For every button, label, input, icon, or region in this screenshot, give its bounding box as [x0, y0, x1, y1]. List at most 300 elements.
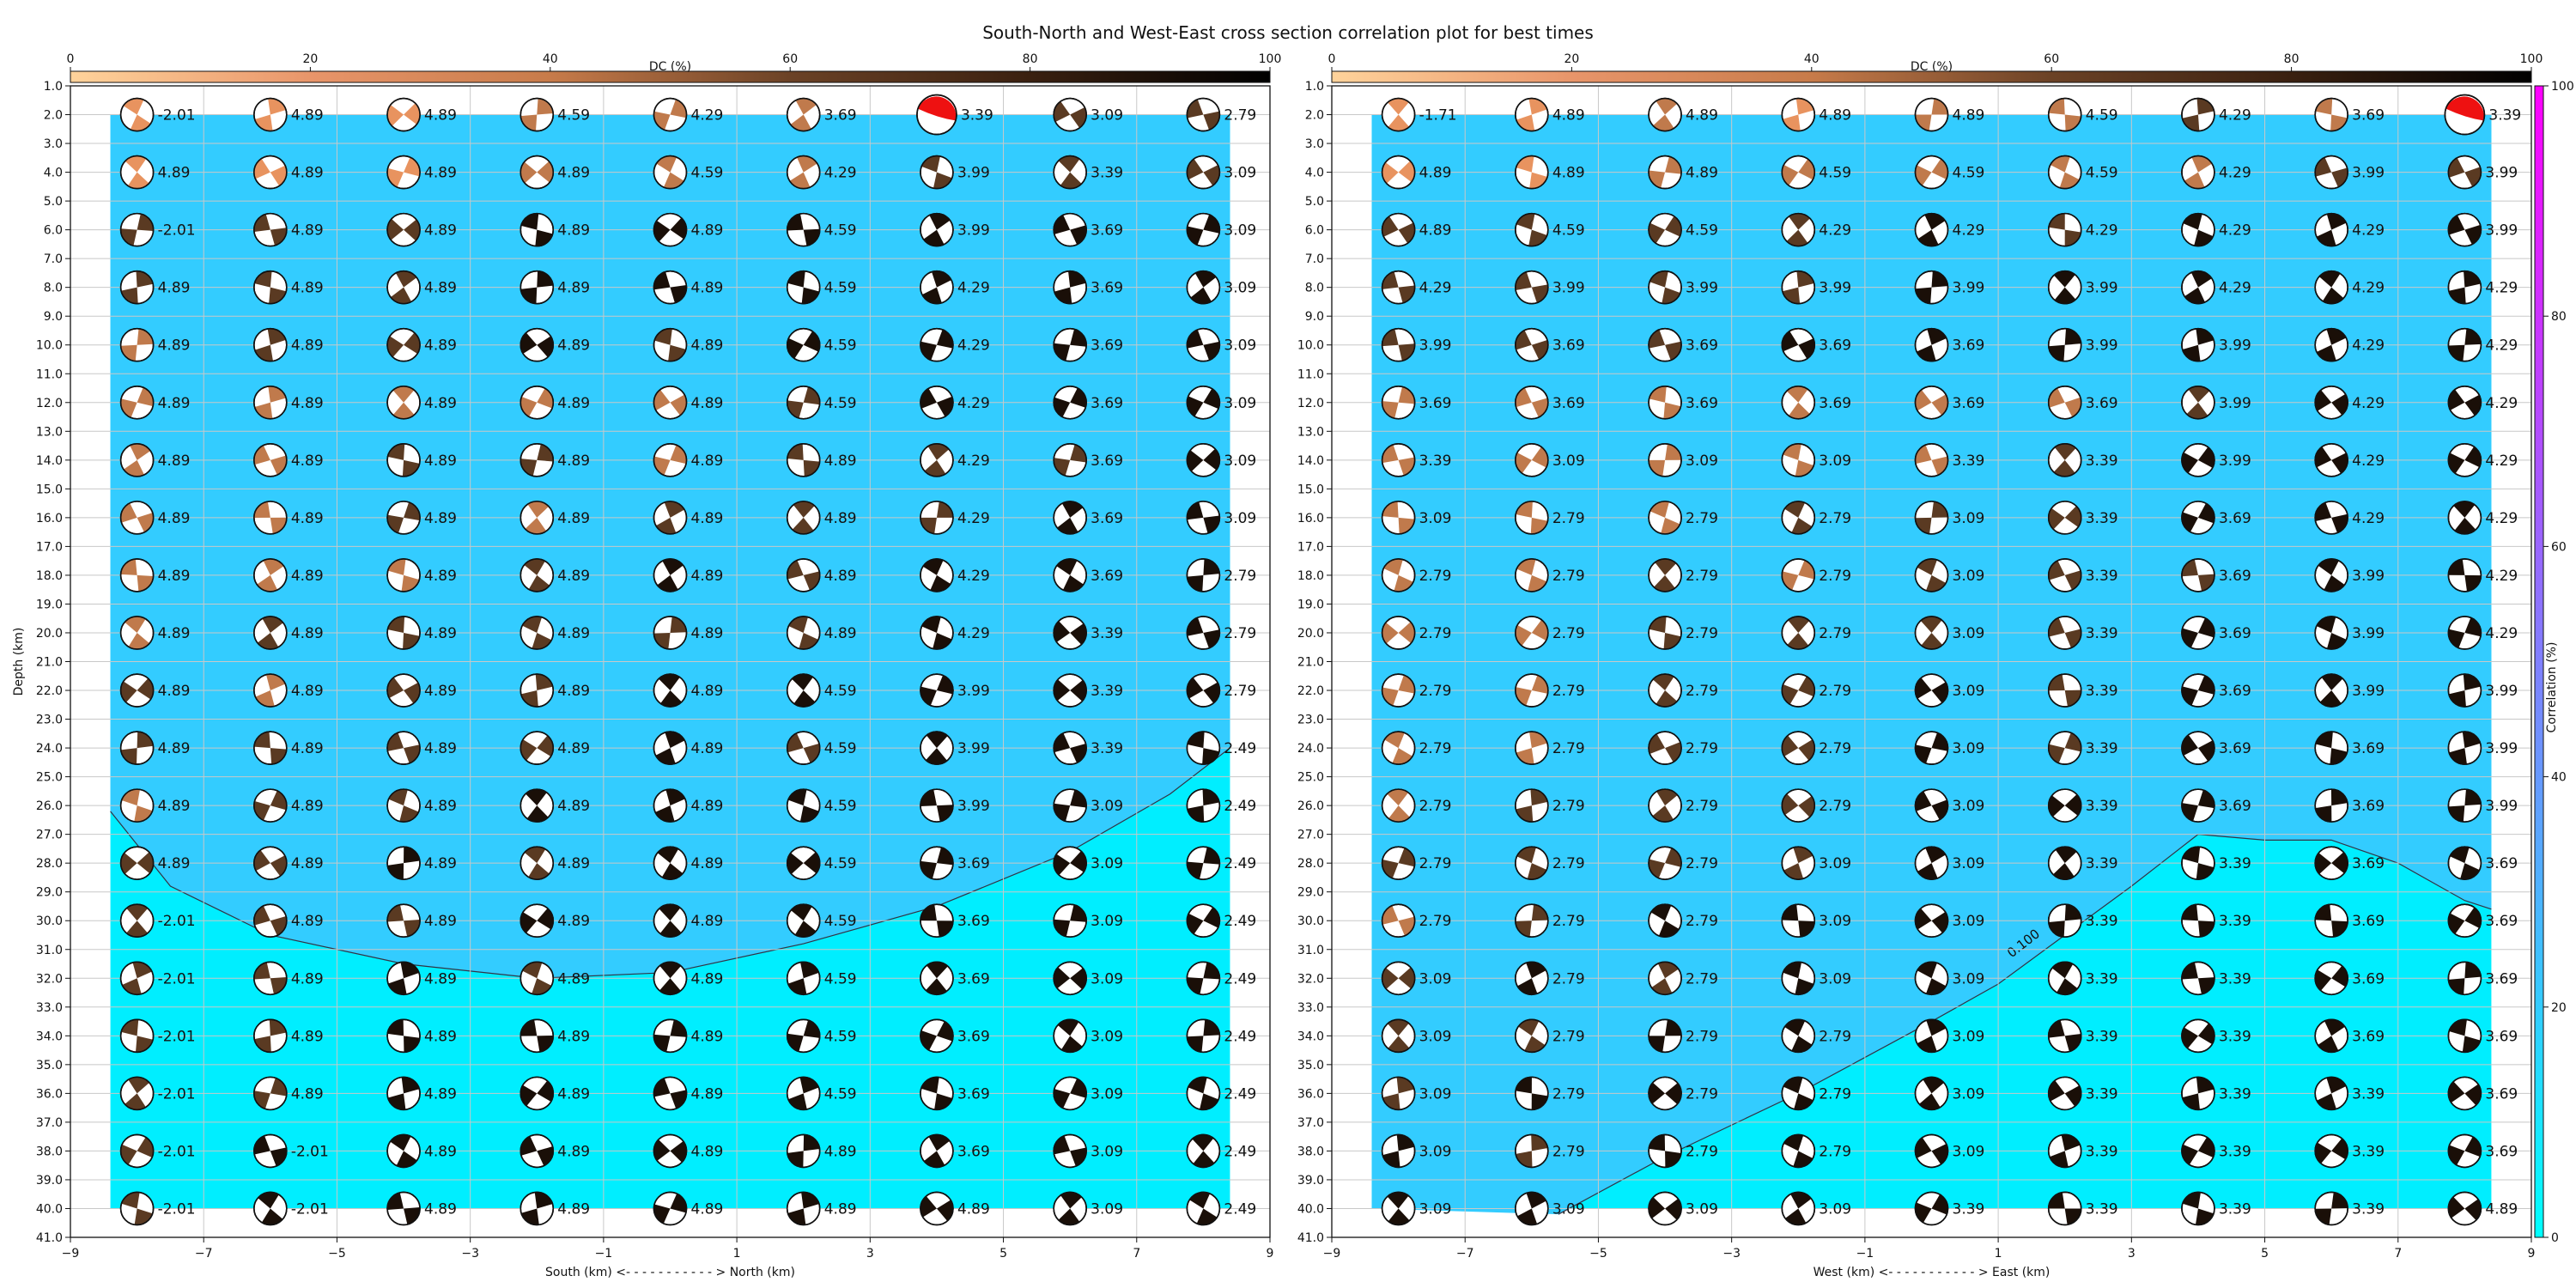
time-label: 3.69: [823, 106, 857, 125]
time-label: 3.39: [2218, 1200, 2251, 1218]
beachball: [1649, 1019, 1681, 1052]
time-label: 3.99: [2485, 798, 2518, 816]
time-label: 4.89: [1686, 164, 1718, 182]
time-label: 4.59: [823, 855, 857, 873]
y-tick-label: 16.0: [1297, 511, 1324, 526]
beachball: [787, 732, 820, 764]
beachball: [787, 789, 820, 822]
time-label: 3.09: [1091, 1085, 1124, 1103]
contour-label: 0.100: [2004, 926, 2043, 961]
beachball: [254, 386, 287, 419]
beachball: [920, 617, 953, 649]
beachball: [1516, 1192, 1548, 1224]
beachball: [1916, 214, 1948, 246]
beachball: [1649, 156, 1681, 189]
y-tick-label: 29.0: [35, 885, 63, 900]
time-label: 3.09: [1091, 1200, 1124, 1218]
time-label: 3.09: [1952, 798, 1985, 816]
time-label: 4.29: [2218, 106, 2251, 125]
time-label: 2.79: [1686, 567, 1718, 585]
time-label: 2.79: [1686, 1028, 1718, 1046]
beachball: [520, 1134, 553, 1167]
beachball: [787, 444, 820, 477]
time-label: 2.79: [1819, 1028, 1852, 1046]
y-tick-label: 8.0: [43, 281, 63, 295]
time-label: 4.29: [957, 279, 990, 297]
beachball: [387, 674, 420, 707]
time-label: 3.09: [1224, 394, 1257, 412]
time-label: 3.09: [1224, 279, 1257, 297]
beachball: [1054, 674, 1086, 707]
time-label: 4.59: [823, 683, 857, 701]
beachball: [2049, 329, 2081, 361]
y-tick-label: 19.0: [1297, 598, 1324, 612]
time-label: 3.69: [957, 1028, 990, 1046]
beachball: [254, 501, 287, 534]
time-label: 3.69: [957, 855, 990, 873]
beachball: [2315, 559, 2348, 592]
time-label: 4.29: [1419, 279, 1452, 297]
beachball: [254, 444, 287, 477]
time-label: 4.29: [957, 624, 990, 642]
time-label: 4.89: [1552, 106, 1585, 125]
y-tick-label: 35.0: [35, 1058, 63, 1072]
beachball: [1516, 674, 1548, 707]
time-label: 3.39: [2218, 1143, 2251, 1161]
beachball: [520, 214, 553, 246]
y-tick-label: 25.0: [35, 770, 63, 785]
time-label: 3.39: [2085, 1200, 2118, 1218]
time-label: 3.39: [2218, 913, 2251, 931]
time-label: 4.59: [823, 913, 857, 931]
time-label: -2.01: [157, 1143, 196, 1161]
y-tick-label: 23.0: [1297, 713, 1324, 727]
time-label: 3.69: [1819, 337, 1852, 355]
beachball: [920, 674, 953, 707]
beachball: [1516, 1134, 1548, 1167]
beachball: [2448, 1134, 2481, 1167]
beachball: [920, 789, 953, 822]
beachball: [1187, 789, 1219, 822]
time-label: 4.89: [690, 683, 724, 701]
time-label: 4.89: [157, 279, 191, 297]
beachball: [1187, 271, 1219, 304]
beachball: [2315, 386, 2348, 419]
y-tick-label: 16.0: [35, 511, 63, 526]
time-label: 4.89: [424, 1200, 457, 1218]
beachball: [787, 214, 820, 246]
beachball: [787, 847, 820, 879]
beachball: [1187, 1019, 1219, 1052]
beachball: [2448, 617, 2481, 649]
time-label: 2.49: [1224, 1200, 1257, 1218]
time-label: 4.29: [823, 164, 857, 182]
time-label: 3.39: [1091, 683, 1124, 701]
beachball: [654, 617, 687, 649]
time-label: 3.39: [2218, 1028, 2251, 1046]
y-tick-label: 11.0: [1297, 368, 1324, 382]
time-label: 3.69: [2352, 740, 2385, 758]
time-label: 4.89: [690, 740, 724, 758]
beachball: [787, 904, 820, 937]
beachball: [1916, 847, 1948, 879]
beachball: [1516, 1019, 1548, 1052]
beachball: [121, 214, 154, 246]
beachball: [654, 156, 687, 189]
time-label: 4.89: [290, 970, 324, 988]
beachball: [654, 1192, 687, 1224]
time-label: 3.69: [2485, 1143, 2518, 1161]
time-label: 3.69: [2352, 970, 2385, 988]
time-label: 3.99: [957, 164, 990, 182]
beachball: [1054, 501, 1086, 534]
beachball: [1916, 1192, 1948, 1224]
time-label: 4.89: [557, 394, 591, 412]
beachball: [654, 1077, 687, 1109]
beachball: [2182, 904, 2215, 937]
beachball: [1187, 962, 1219, 994]
x-axis-label: South (km) <- - - - - - - - - - - > North (km): [545, 1266, 795, 1279]
beachball: [1054, 1019, 1086, 1052]
beachball: [2182, 214, 2215, 246]
time-label: 4.89: [557, 452, 591, 470]
time-label: 4.89: [424, 1143, 457, 1161]
time-label: 4.89: [690, 279, 724, 297]
time-label: 3.39: [1091, 164, 1124, 182]
time-label: 2.79: [1819, 1143, 1852, 1161]
beachball: [2049, 674, 2081, 707]
time-label: 4.89: [557, 279, 591, 297]
time-label: 3.39: [2218, 970, 2251, 988]
time-label: 2.79: [1224, 683, 1257, 701]
y-tick-label: 33.0: [35, 1000, 63, 1015]
beachball: [1382, 99, 1415, 131]
time-label: 4.89: [823, 567, 857, 585]
time-label: 3.69: [1091, 452, 1124, 470]
beachball: [1382, 271, 1415, 304]
beachball: [1054, 1134, 1086, 1167]
y-tick-label: 24.0: [35, 742, 63, 756]
beachball: [920, 559, 953, 592]
time-label: 3.99: [1419, 337, 1452, 355]
time-label: 4.29: [957, 337, 990, 355]
time-label: 3.69: [957, 1085, 990, 1103]
time-label: 3.69: [1552, 394, 1585, 412]
y-tick-label: 24.0: [1297, 742, 1324, 756]
time-label: 3.69: [1091, 509, 1124, 527]
beachball: [2448, 156, 2481, 189]
beachball: [2315, 904, 2348, 937]
time-label: 2.49: [1224, 855, 1257, 873]
beachball: [787, 1019, 820, 1052]
time-label: 4.89: [2485, 1200, 2518, 1218]
beachball: [2182, 444, 2215, 477]
beachball: [1649, 329, 1681, 361]
y-tick-label: 6.0: [43, 223, 63, 238]
beachball: [1187, 617, 1219, 649]
time-label: 2.79: [1419, 913, 1452, 931]
time-label: 4.89: [690, 394, 724, 412]
time-label: 3.39: [2085, 740, 2118, 758]
time-label: 4.89: [290, 798, 324, 816]
time-label: 4.59: [823, 798, 857, 816]
time-label: 3.39: [2085, 624, 2118, 642]
y-tick-label: 38.0: [1297, 1145, 1324, 1159]
time-label: -2.01: [157, 1200, 196, 1218]
time-label: 3.09: [1819, 913, 1852, 931]
beachball: [1649, 559, 1681, 592]
time-label: 3.39: [2085, 1143, 2118, 1161]
beachball: [920, 156, 953, 189]
beachball: [254, 559, 287, 592]
time-label: 4.59: [823, 337, 857, 355]
beachball: [121, 329, 154, 361]
time-label: 2.79: [1552, 855, 1585, 873]
beachball: [254, 732, 287, 764]
beachball: [254, 904, 287, 937]
beachball: [2049, 1019, 2081, 1052]
time-label: 3.69: [1686, 394, 1718, 412]
time-label: 3.39: [2352, 1085, 2385, 1103]
beachball: [1516, 271, 1548, 304]
beachball: [1782, 156, 1814, 189]
time-label: 3.99: [2218, 337, 2251, 355]
beachball: [520, 962, 553, 994]
panel-south-north: [12, 52, 1281, 1279]
beachball: [520, 99, 553, 131]
time-label: 3.09: [1419, 1200, 1452, 1218]
beachball: [1382, 847, 1415, 879]
beachball: [2049, 559, 2081, 592]
time-label: 4.29: [2352, 337, 2385, 355]
beachball: [121, 617, 154, 649]
y-tick-label: 38.0: [35, 1145, 63, 1159]
beachball: [1382, 386, 1415, 419]
time-label: 4.89: [557, 1143, 591, 1161]
beachball: [1916, 1134, 1948, 1167]
beachball: [2182, 617, 2215, 649]
time-label: 4.89: [424, 567, 457, 585]
y-tick-label: 41.0: [35, 1231, 63, 1245]
beachball: [1649, 1192, 1681, 1224]
beachball: [121, 847, 154, 879]
beachball: [1782, 1077, 1814, 1109]
time-label: 3.69: [1091, 222, 1124, 240]
y-tick-label: 15.0: [1297, 483, 1324, 497]
y-tick-label: 14.0: [1297, 453, 1324, 468]
beachball: [2182, 962, 2215, 994]
y-tick-label: 5.0: [1304, 195, 1324, 210]
beachball: [654, 674, 687, 707]
beachball: [654, 962, 687, 994]
beachball: [2448, 214, 2481, 246]
figure-title: South-North and West-East cross section correlation plot for best times: [982, 22, 1594, 43]
beachball: [2315, 214, 2348, 246]
beachball: [2182, 1019, 2215, 1052]
beachball: [1782, 501, 1814, 534]
time-label: 3.09: [1091, 106, 1124, 125]
beachball: [920, 847, 953, 879]
beachball: [2049, 214, 2081, 246]
time-label: 2.79: [1686, 1143, 1718, 1161]
time-label: 2.79: [1552, 970, 1585, 988]
time-label: 3.99: [2085, 279, 2118, 297]
beachball: [1916, 1019, 1948, 1052]
time-label: 3.99: [1552, 279, 1585, 297]
time-label: 4.29: [1819, 222, 1852, 240]
time-label: 2.49: [1224, 1028, 1257, 1046]
beachball: [2448, 1019, 2481, 1052]
beachball: [1782, 617, 1814, 649]
time-label: 4.29: [2485, 624, 2518, 642]
beachball: [920, 904, 953, 937]
y-tick-label: 3.0: [43, 137, 63, 152]
beachball: [2049, 1134, 2081, 1167]
correlation-colorbar-tick-label: 0: [2551, 1231, 2559, 1245]
time-label: -2.01: [157, 222, 196, 240]
time-label: 4.59: [823, 222, 857, 240]
time-label: 4.29: [957, 567, 990, 585]
beachball: [1382, 674, 1415, 707]
beachball: [387, 1077, 420, 1109]
beachball: [1382, 444, 1415, 477]
time-label: 4.89: [1419, 164, 1452, 182]
beachball: [1516, 444, 1548, 477]
beachball: [1054, 214, 1086, 246]
beachball: [1187, 329, 1219, 361]
y-tick-label: 37.0: [1297, 1115, 1324, 1130]
y-tick-label: 22.0: [35, 684, 63, 699]
y-tick-label: 20.0: [1297, 626, 1324, 641]
time-label: 3.09: [1819, 855, 1852, 873]
beachball: [2182, 847, 2215, 879]
beachball: [254, 1192, 287, 1224]
y-tick-label: 40.0: [1297, 1202, 1324, 1217]
time-label: 4.89: [290, 740, 324, 758]
y-tick-label: 7.0: [1304, 252, 1324, 267]
beachball: [121, 156, 154, 189]
beachball: [1187, 386, 1219, 419]
time-label: 3.09: [1419, 1143, 1452, 1161]
time-label: 4.89: [690, 1200, 724, 1218]
beachball: [2448, 559, 2481, 592]
beachball: [2049, 1077, 2081, 1109]
y-tick-label: 41.0: [1297, 1231, 1324, 1245]
y-tick-label: 5.0: [43, 195, 63, 210]
time-label: 4.89: [823, 624, 857, 642]
time-label: 4.89: [424, 1028, 457, 1046]
y-tick-label: 9.0: [1304, 310, 1324, 325]
time-label: 2.79: [1552, 740, 1585, 758]
time-label: 4.89: [424, 106, 457, 125]
y-tick-label: 18.0: [1297, 568, 1324, 583]
time-label: 3.69: [1952, 337, 1985, 355]
time-label: 4.89: [290, 1028, 324, 1046]
y-tick-label: 6.0: [1304, 223, 1324, 238]
beachball: [1916, 501, 1948, 534]
beachball: [787, 386, 820, 419]
beachball: [1782, 789, 1814, 822]
time-label: 4.89: [690, 337, 724, 355]
time-label: 3.69: [2485, 855, 2518, 873]
beachball: [2315, 1192, 2348, 1224]
beachball: [1382, 617, 1415, 649]
beachball: [2049, 99, 2081, 131]
y-tick-label: 13.0: [35, 425, 63, 440]
time-label: 3.69: [2218, 624, 2251, 642]
time-label: 4.89: [424, 624, 457, 642]
beachball: [387, 904, 420, 937]
beachball: [2315, 444, 2348, 477]
time-label: 4.89: [557, 164, 591, 182]
time-label: 4.59: [823, 279, 857, 297]
time-label: 3.69: [2352, 1028, 2385, 1046]
time-label: 3.09: [1952, 1085, 1985, 1103]
time-label: -2.01: [157, 1028, 196, 1046]
x-tick-label: 7: [2394, 1247, 2403, 1261]
beachball: [2182, 329, 2215, 361]
beachball: [1054, 789, 1086, 822]
time-label: 3.09: [1952, 567, 1985, 585]
y-tick-label: 39.0: [1297, 1173, 1324, 1188]
beachball: [1187, 156, 1219, 189]
beachball: [2049, 732, 2081, 764]
beachball: [654, 329, 687, 361]
beachball: [387, 962, 420, 994]
y-tick-label: 4.0: [1304, 166, 1324, 180]
beachball: [1382, 501, 1415, 534]
beachball: [2182, 559, 2215, 592]
beachball: [2049, 156, 2081, 189]
time-label: 3.69: [2352, 855, 2385, 873]
time-label: 4.89: [690, 1085, 724, 1103]
dc-colorbar-tick-label: 40: [542, 52, 558, 66]
beachball: [920, 329, 953, 361]
x-tick-label: −3: [461, 1247, 479, 1261]
time-label: 4.89: [690, 509, 724, 527]
time-label: 3.09: [1552, 1200, 1585, 1218]
beachball: [1782, 1019, 1814, 1052]
beachball: [1916, 99, 1948, 131]
beachball: [1782, 1192, 1814, 1224]
beachball: [520, 559, 553, 592]
beachball: [1187, 559, 1219, 592]
y-tick-label: 4.0: [43, 166, 63, 180]
y-axis-label: Depth (km): [12, 627, 26, 696]
time-label: 2.79: [1686, 855, 1718, 873]
time-label: 3.99: [1686, 279, 1718, 297]
time-label: 3.99: [957, 222, 990, 240]
time-label: 3.99: [2485, 164, 2518, 182]
time-label: 4.89: [690, 1143, 724, 1161]
x-axis-label: West (km) <- - - - - - - - - - - > East (km): [1813, 1266, 2050, 1279]
beachball: [920, 386, 953, 419]
beachball: [2315, 674, 2348, 707]
y-tick-label: 17.0: [35, 540, 63, 555]
beachball: [920, 1077, 953, 1109]
beachball: [2448, 1077, 2481, 1109]
time-label: 2.79: [1552, 567, 1585, 585]
time-label: 3.99: [2352, 683, 2385, 701]
beachball: [121, 444, 154, 477]
time-label: 3.09: [1091, 913, 1124, 931]
time-label: 2.79: [1552, 1143, 1585, 1161]
beachball: [2448, 444, 2481, 477]
time-label: 3.99: [2485, 222, 2518, 240]
beachball: [1649, 904, 1681, 937]
time-label: 3.09: [1952, 855, 1985, 873]
time-label: 3.09: [1224, 509, 1257, 527]
